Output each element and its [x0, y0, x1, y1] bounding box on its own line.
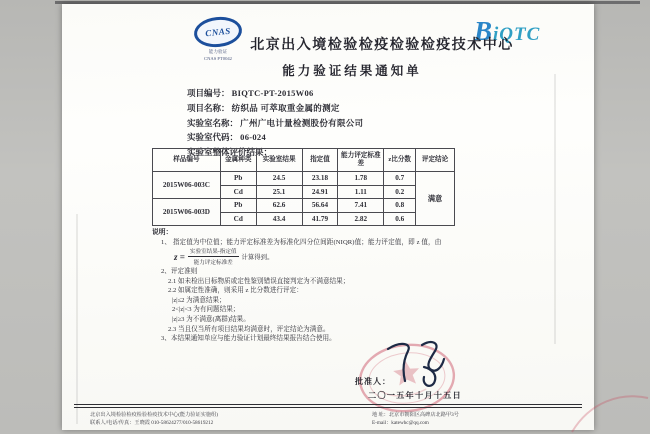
note-line: 2.1 如未检出目标物质或定性鉴别错误直接判定为不满意结果； — [168, 277, 350, 285]
col-assigned-value: 指定值 — [302, 149, 338, 172]
info-label: 项目名称： — [187, 102, 230, 113]
paper-crease — [76, 214, 78, 424]
cnas-caption-line1: 能力验证 — [208, 49, 228, 54]
cell-assigned: 41.79 — [302, 212, 338, 226]
info-value: 纺织品 可萃取重金属的测定 — [231, 102, 340, 113]
cell-element: Pb — [220, 199, 256, 213]
formula-lhs: z = — [174, 251, 185, 262]
approver-label: 批准人： — [355, 377, 391, 386]
cell-sample-id: 2015W06-003C — [153, 172, 221, 199]
note-line: |z|≤2 为满意结果； — [172, 296, 226, 304]
footer-address-line: 地 址：北京市朝阳区高碑店北路甲3号 — [372, 412, 459, 418]
z-score-formula — [174, 247, 273, 266]
note-line: 2.2 如属定性准确，则采用 z 比分数进行评定： — [168, 287, 303, 295]
cell-conclusion: 满意 — [416, 172, 455, 226]
evaluation-criteria — [161, 267, 481, 344]
formula-fraction — [188, 247, 239, 266]
info-value: BIQTC-PT-2015W06 — [231, 88, 314, 98]
note-line: 2<|z|<3 为有问题结果； — [172, 306, 240, 314]
info-lab-code — [187, 132, 363, 143]
cell-sd: 1.78 — [338, 172, 384, 186]
note-line: 3、本结果通知单应与能力验证计划最终结果报告结合使用。 — [161, 335, 336, 343]
cell-z: 0.7 — [384, 172, 416, 186]
formula-denominator: 能力评定标准差 — [193, 260, 233, 266]
cell-element: Pb — [220, 172, 256, 186]
note-line: |z|≥3 为不满意(离群)结果。 — [172, 315, 250, 323]
organization-name: 北京出入境检验检疫检验检疫技术中心 — [250, 38, 514, 53]
cell-result: 43.4 — [256, 212, 302, 226]
cell-assigned: 23.18 — [302, 172, 338, 186]
cnas-caption-line2: CNAS PT0042 — [204, 56, 232, 62]
cell-sd: 7.41 — [338, 199, 384, 213]
table-row — [153, 199, 455, 213]
cell-assigned: 56.64 — [302, 199, 338, 213]
info-label: 实验室代码： — [187, 132, 239, 143]
seal-bleed-artifact — [570, 388, 650, 434]
note-line-1: 1、 指定值为中位值；能力评定标准差为标准化四分位间距(NIQR)值；能力评定值，即 z 值，由 — [161, 239, 442, 246]
note-line: 2.3 当且仅当所有项目结果均满意时，评定结论为满意。 — [168, 325, 330, 333]
col-conclusion: 评定结论 — [416, 149, 455, 172]
formula-numerator: 实验室结果-指定值 — [189, 249, 237, 255]
cell-element: Cd — [220, 185, 256, 199]
table-header-row — [153, 149, 455, 172]
approver-signature — [380, 337, 458, 389]
info-label: 实验室整体评价结果： — [187, 147, 273, 158]
footer-email-line: E-mail：katewhc@qq.com — [372, 420, 429, 427]
approval-date: 二〇一五年十月十五日 — [368, 391, 462, 400]
info-label: 项目编号： — [187, 88, 230, 98]
footer-org-line: 北京出入境检验检疫检验检疫技术中心(能力验证实施组) — [90, 412, 218, 418]
cell-z: 0.2 — [384, 185, 416, 199]
info-project-name — [187, 103, 363, 114]
col-sd: 能力评定标准差 — [338, 149, 384, 172]
biqtc-logo: BiQTC — [474, 16, 541, 46]
document-title: 能力验证结果通知单 — [282, 64, 422, 78]
cell-sample-id: 2015W06-003D — [153, 199, 221, 226]
cell-z: 0.6 — [384, 212, 416, 226]
paper-crease — [554, 74, 556, 344]
col-z-score: z比分数 — [384, 149, 416, 172]
notes-heading: 说明： — [152, 229, 173, 236]
cell-assigned: 24.91 — [302, 185, 338, 199]
cell-sd: 1.11 — [338, 185, 384, 199]
col-sample-id: 样品编号 — [153, 149, 221, 172]
footer-right — [372, 411, 459, 428]
cell-result: 25.1 — [256, 185, 302, 199]
col-lab-result: 实验室结果 — [256, 149, 302, 172]
cell-result: 24.5 — [256, 172, 302, 186]
cell-sd: 2.82 — [338, 212, 384, 226]
results-table — [152, 148, 455, 226]
table-row — [153, 172, 455, 186]
info-value: 广州广电计量检测股份有限公司 — [240, 117, 364, 128]
cell-z: 0.8 — [384, 199, 416, 213]
footer-left — [90, 411, 218, 428]
footer-divider — [74, 404, 582, 408]
cell-result: 62.6 — [256, 199, 302, 213]
note-line: 2、评定准则 — [161, 268, 198, 275]
formula-suffix: 计算得到。 — [241, 254, 274, 261]
info-label: 实验室名称： — [187, 117, 239, 128]
col-metal-type: 金属种类 — [220, 149, 256, 172]
info-lab-name — [187, 118, 363, 129]
cnas-logo-text: CNAS — [204, 25, 232, 39]
cell-element: Cd — [220, 212, 256, 226]
info-value: 06-024 — [240, 132, 267, 143]
info-project-number — [187, 88, 363, 99]
paper — [62, 4, 594, 430]
footer-contact-line: 联系人/电话/传真：王晓霞 010-58624277/010-58619212 — [90, 420, 214, 427]
